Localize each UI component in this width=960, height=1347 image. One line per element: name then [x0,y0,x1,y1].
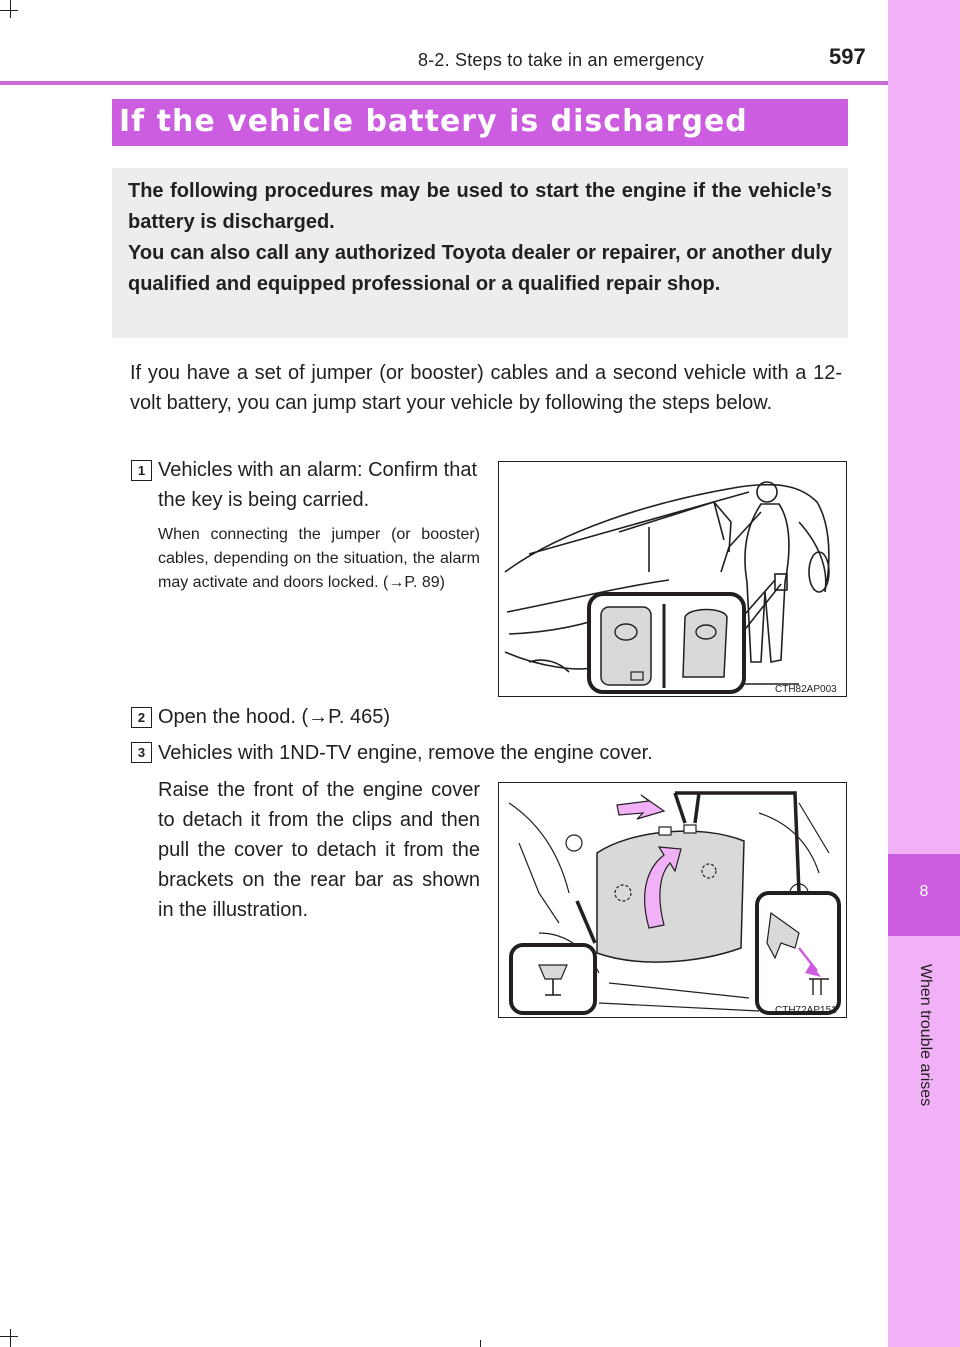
chapter-number: 8 [919,883,929,900]
intro-paragraph: The following procedures may be used to start the engine if the vehicle’s battery is discharged. [128,180,832,233]
figure-engine-cover [498,782,847,1018]
figure-code: CTH82AP003 [775,684,837,695]
chapter-title-text: When trouble arises [917,963,934,1106]
figure-code: CTH72AP151 [775,1005,837,1016]
header-rule [0,81,888,85]
step-text: Vehicles with an alarm: Confirm that the key is being carried. [158,459,478,511]
engine-cover-illustration [499,783,847,1018]
step-detail: Raise the front of the engine cover to detach it from the clips and then pull the cover to detach it from the brackets on the rear bar as shown in the illustration. [158,779,480,921]
page-number: 597 [829,44,866,69]
crop-mark [10,1329,11,1347]
lead-paragraph: If you have a set of jumper (or booster) cables and a second vehicle with a 12-volt battery, you can jump start your vehicle by following the steps below. [130,362,842,414]
crop-mark [480,1340,481,1347]
step-number-badge: 3 [131,742,152,763]
crop-mark [10,0,11,18]
running-header-section: 8-2. Steps to take in an emergency [418,50,704,70]
step-note: When connecting the jumper (or booster) cables, depending on the situation, the alarm may activate and doors locked. (→P. 89) [158,526,480,591]
intro-text [128,176,832,300]
chapter-side-tab [888,0,960,1347]
crop-mark [0,1336,18,1337]
figure-key-check [498,461,847,697]
intro-paragraph: You can also call any authorized Toyota dealer or repairer, or another duly qualified and equipped professional or a qualified repair shop. [128,242,832,295]
section-title: If the vehicle battery is discharged [119,104,748,139]
step-number-badge: 1 [131,460,152,481]
car-and-person-illustration [499,462,847,697]
crop-mark [0,10,18,11]
step-text: Vehicles with 1ND-TV engine, remove the engine cover. [158,742,653,764]
chapter-title [901,942,949,1127]
step-text: Open the hood. (→P. 465) [158,706,391,728]
step-number-badge: 2 [131,707,152,728]
